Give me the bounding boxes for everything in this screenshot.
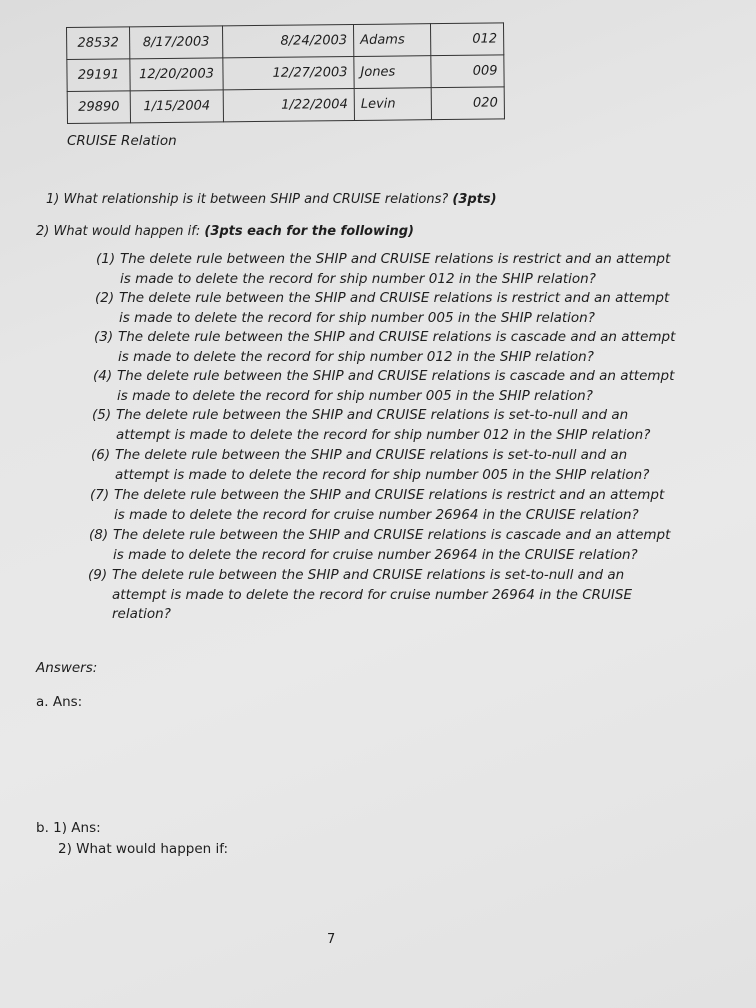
table-row — [67, 55, 504, 92]
item-line: The delete rule between the SHIP and CRUISE relations is set-to-null and an — [112, 567, 625, 583]
answers-heading: Answers: — [36, 660, 98, 676]
ship-number-cell: 012 — [430, 23, 503, 56]
answer-b2-label: 2) What would happen if: — [58, 841, 229, 857]
table-caption: CRUISE Relation — [67, 133, 177, 149]
item-number: (3) — [94, 329, 114, 345]
captain-cell: Jones — [354, 56, 431, 89]
question-2-points: (3pts each for the following) — [204, 224, 414, 239]
item-line: attempt is made to delete the record for ship number 005 in the SHIP relation? — [115, 466, 650, 483]
start-date-cell: 8/17/2003 — [130, 26, 223, 59]
item-line: is made to delete the record for ship number 005 in the SHIP relation? — [117, 387, 593, 404]
start-date-cell: 1/15/2004 — [130, 90, 223, 123]
item-line: The delete rule between the SHIP and CRUISE relations is set-to-null and an — [115, 447, 628, 463]
item-line: The delete rule between the SHIP and CRUISE relations is restrict and an attempt — [119, 290, 670, 306]
item-line: is made to delete the record for ship number 012 in the SHIP relation? — [118, 348, 594, 365]
item-line: is made to delete the record for cruise number 26964 in the CRUISE relation? — [113, 546, 638, 563]
item-line: The delete rule between the SHIP and CRUISE relations is cascade and an attempt — [113, 527, 671, 543]
item-line: The delete rule between the SHIP and CRUISE relations is set-to-null and an — [116, 407, 629, 423]
item-number: (1) — [96, 251, 116, 267]
answer-a-label: a. Ans: — [36, 694, 83, 710]
item-number: (4) — [93, 368, 113, 384]
end-date-cell: 12/27/2003 — [223, 56, 354, 89]
item-line: attempt is made to delete the record for ship number 012 in the SHIP relation? — [116, 426, 651, 443]
answer-b1-label: b. 1) Ans: — [36, 820, 101, 836]
end-date-cell: 8/24/2003 — [222, 24, 353, 57]
item-number: (5) — [92, 407, 112, 423]
captain-cell: Adams — [353, 24, 430, 57]
item-line: relation? — [112, 606, 171, 623]
cruise-number-cell: 29191 — [67, 59, 130, 92]
cruise-number-cell: 28532 — [67, 27, 130, 60]
question-1-text: 1) What relationship is it between SHIP and CRUISE relations? — [46, 192, 449, 207]
item-number: (2) — [95, 290, 115, 306]
ship-number-cell: 020 — [431, 87, 504, 120]
item-line: The delete rule between the SHIP and CRUISE relations is restrict and an attempt — [114, 487, 665, 503]
start-date-cell: 12/20/2003 — [130, 58, 223, 91]
question-1 — [46, 192, 497, 207]
end-date-cell: 1/22/2004 — [223, 88, 354, 121]
cruise-number-cell: 29890 — [67, 91, 130, 124]
item-line: The delete rule between the SHIP and CRUISE relations is cascade and an attempt — [118, 329, 676, 345]
item-line: is made to delete the record for ship number 005 in the SHIP relation? — [119, 309, 595, 326]
cruise-table — [66, 22, 505, 124]
page-number: 7 — [327, 932, 336, 947]
item-line: The delete rule between the SHIP and CRUISE relations is restrict and an attempt — [120, 251, 671, 267]
item-number: (6) — [91, 447, 111, 463]
captain-cell: Levin — [354, 88, 431, 121]
item-number: (9) — [88, 567, 108, 583]
item-line: is made to delete the record for ship number 012 in the SHIP relation? — [120, 270, 596, 287]
question-1-points: (3pts) — [452, 192, 497, 207]
item-line: The delete rule between the SHIP and CRUISE relations is cascade and an attempt — [117, 368, 675, 384]
question-2-text: 2) What would happen if: — [36, 224, 201, 239]
item-number: (8) — [89, 527, 109, 543]
question-2 — [36, 224, 414, 239]
table-row — [67, 23, 504, 60]
item-number: (7) — [90, 487, 110, 503]
ship-number-cell: 009 — [431, 55, 504, 88]
table-row — [67, 87, 504, 124]
item-line: is made to delete the record for cruise number 26964 in the CRUISE relation? — [114, 506, 639, 523]
item-line: attempt is made to delete the record for cruise number 26964 in the CRUISE — [112, 586, 632, 603]
